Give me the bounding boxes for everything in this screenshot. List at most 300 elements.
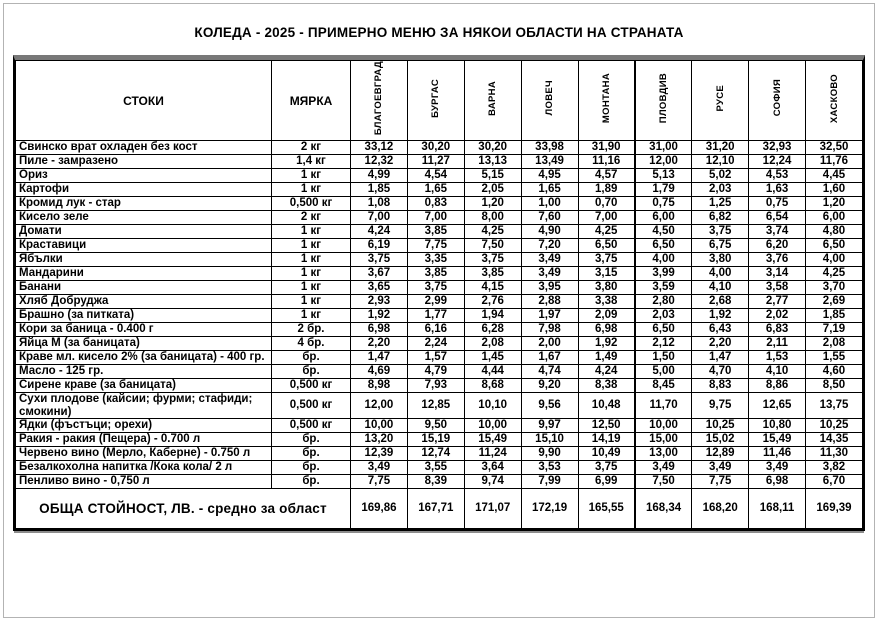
price-cell: 9,90	[521, 446, 578, 460]
price-cell: 3,75	[351, 253, 408, 267]
price-cell: 4,50	[635, 225, 692, 239]
price-cell: 3,85	[407, 267, 464, 281]
price-cell: 6,83	[749, 323, 806, 337]
column-header-city	[692, 61, 749, 141]
price-cell: 10,00	[464, 418, 521, 432]
price-cell: 1,85	[351, 183, 408, 197]
price-cell: 1,97	[521, 309, 578, 323]
table-row	[16, 323, 863, 337]
price-cell: 14,35	[806, 432, 863, 446]
price-cell: 33,98	[521, 141, 578, 155]
price-table-wrapper	[13, 55, 865, 531]
price-cell: 6,54	[749, 211, 806, 225]
unit-cell: 1 кг	[272, 225, 351, 239]
price-cell: 1,92	[351, 309, 408, 323]
price-cell: 4,15	[464, 281, 521, 295]
table-row	[16, 225, 863, 239]
price-cell: 2,09	[578, 309, 635, 323]
price-cell: 2,20	[692, 337, 749, 351]
price-cell: 8,45	[635, 379, 692, 393]
price-cell: 2,08	[806, 337, 863, 351]
price-cell: 3,59	[635, 281, 692, 295]
unit-cell: бр.	[272, 446, 351, 460]
price-cell: 7,60	[521, 211, 578, 225]
price-cell: 4,00	[635, 253, 692, 267]
price-cell: 11,70	[635, 393, 692, 419]
unit-cell: бр.	[272, 460, 351, 474]
column-header-city	[351, 61, 408, 141]
price-cell: 32,93	[749, 141, 806, 155]
price-cell: 1,92	[578, 337, 635, 351]
price-cell: 2,99	[407, 295, 464, 309]
price-cell: 5,15	[464, 169, 521, 183]
price-cell: 1,79	[635, 183, 692, 197]
price-cell: 12,39	[351, 446, 408, 460]
price-cell: 33,12	[351, 141, 408, 155]
price-cell: 1,85	[806, 309, 863, 323]
price-cell: 3,75	[578, 460, 635, 474]
price-cell: 11,76	[806, 155, 863, 169]
price-cell: 10,25	[692, 418, 749, 432]
city-label: ЛОВЕЧ	[544, 80, 556, 116]
price-cell: 13,20	[351, 432, 408, 446]
price-cell: 2,03	[635, 309, 692, 323]
price-cell: 8,86	[749, 379, 806, 393]
price-cell: 4,24	[351, 225, 408, 239]
price-cell: 12,50	[578, 418, 635, 432]
price-cell: 12,24	[749, 155, 806, 169]
price-cell: 2,77	[749, 295, 806, 309]
table-row	[16, 155, 863, 169]
price-cell: 6,82	[692, 211, 749, 225]
price-cell: 6,98	[578, 323, 635, 337]
price-cell: 12,00	[635, 155, 692, 169]
table-row	[16, 267, 863, 281]
price-cell: 7,00	[407, 211, 464, 225]
header-row	[16, 61, 863, 141]
price-cell: 3,49	[351, 460, 408, 474]
price-cell: 6,00	[635, 211, 692, 225]
total-cell: 168,34	[635, 488, 692, 528]
price-cell: 6,20	[749, 239, 806, 253]
price-cell: 0,83	[407, 197, 464, 211]
price-cell: 14,19	[578, 432, 635, 446]
city-label: РУСЕ	[714, 84, 726, 112]
price-cell: 9,20	[521, 379, 578, 393]
price-cell: 11,24	[464, 446, 521, 460]
price-cell: 3,15	[578, 267, 635, 281]
city-label: СОФИЯ	[771, 79, 783, 117]
price-cell: 6,00	[806, 211, 863, 225]
total-cell: 171,07	[464, 488, 521, 528]
price-cell: 9,56	[521, 393, 578, 419]
price-cell: 2,80	[635, 295, 692, 309]
price-cell: 7,19	[806, 323, 863, 337]
price-cell: 7,93	[407, 379, 464, 393]
price-cell: 4,24	[578, 365, 635, 379]
price-cell: 2,08	[464, 337, 521, 351]
price-cell: 7,00	[351, 211, 408, 225]
price-cell: 8,39	[407, 474, 464, 488]
price-cell: 4,44	[464, 365, 521, 379]
price-cell: 3,49	[749, 460, 806, 474]
price-cell: 2,05	[464, 183, 521, 197]
price-cell: 0,75	[749, 197, 806, 211]
item-cell: Масло - 125 гр.	[16, 365, 272, 379]
unit-cell: 4 бр.	[272, 337, 351, 351]
price-cell: 6,98	[351, 323, 408, 337]
total-label: ОБЩА СТОЙНОСТ, ЛВ. - средно за област	[16, 488, 351, 528]
unit-cell: бр.	[272, 365, 351, 379]
price-cell: 2,88	[521, 295, 578, 309]
price-cell: 2,03	[692, 183, 749, 197]
price-cell: 2,69	[806, 295, 863, 309]
price-cell: 3,58	[749, 281, 806, 295]
price-cell: 3,85	[407, 225, 464, 239]
price-cell: 30,20	[464, 141, 521, 155]
item-cell: Краве мл. кисело 2% (за баницата) - 400 гр.	[16, 351, 272, 365]
price-cell: 4,54	[407, 169, 464, 183]
unit-cell: бр.	[272, 474, 351, 488]
price-cell: 3,80	[578, 281, 635, 295]
price-cell: 4,69	[351, 365, 408, 379]
price-cell: 1,53	[749, 351, 806, 365]
unit-cell: 2 бр.	[272, 323, 351, 337]
price-cell: 4,80	[806, 225, 863, 239]
price-cell: 1,65	[407, 183, 464, 197]
table-row	[16, 474, 863, 488]
price-cell: 1,08	[351, 197, 408, 211]
column-header-city	[635, 61, 692, 141]
price-cell: 1,50	[635, 351, 692, 365]
total-row	[16, 488, 863, 528]
price-cell: 3,55	[407, 460, 464, 474]
item-cell: Сухи плодове (кайсии; фурми; стафиди; смокини)	[16, 393, 272, 419]
table-row	[16, 197, 863, 211]
price-cell: 12,85	[407, 393, 464, 419]
price-cell: 12,10	[692, 155, 749, 169]
column-header-city	[407, 61, 464, 141]
column-header-city	[749, 61, 806, 141]
price-cell: 4,25	[578, 225, 635, 239]
price-cell: 3,49	[635, 460, 692, 474]
unit-cell: 0,500 кг	[272, 197, 351, 211]
price-cell: 3,75	[578, 253, 635, 267]
price-cell: 7,98	[521, 323, 578, 337]
price-cell: 10,00	[351, 418, 408, 432]
unit-cell: 2 кг	[272, 141, 351, 155]
price-cell: 13,49	[521, 155, 578, 169]
price-cell: 12,00	[351, 393, 408, 419]
item-cell: Кори за баница - 0.400 г	[16, 323, 272, 337]
price-cell: 30,20	[407, 141, 464, 155]
price-cell: 31,20	[692, 141, 749, 155]
price-cell: 3,70	[806, 281, 863, 295]
total-cell: 168,20	[692, 488, 749, 528]
price-cell: 13,75	[806, 393, 863, 419]
price-cell: 1,20	[464, 197, 521, 211]
table-row	[16, 432, 863, 446]
price-cell: 10,00	[635, 418, 692, 432]
price-cell: 12,89	[692, 446, 749, 460]
item-cell: Картофи	[16, 183, 272, 197]
unit-cell: 0,500 кг	[272, 379, 351, 393]
price-cell: 9,97	[521, 418, 578, 432]
price-cell: 4,25	[806, 267, 863, 281]
price-cell: 11,30	[806, 446, 863, 460]
price-cell: 4,10	[749, 365, 806, 379]
price-cell: 1,57	[407, 351, 464, 365]
price-cell: 6,50	[806, 239, 863, 253]
price-cell: 2,68	[692, 295, 749, 309]
price-cell: 3,80	[692, 253, 749, 267]
price-cell: 3,75	[692, 225, 749, 239]
unit-cell: 1 кг	[272, 281, 351, 295]
item-cell: Безалкохолна напитка /Кока кола/ 2 л	[16, 460, 272, 474]
item-cell: Ракия - ракия (Пещера) - 0.700 л	[16, 432, 272, 446]
price-cell: 11,27	[407, 155, 464, 169]
item-cell: Пенливо вино - 0,750 л	[16, 474, 272, 488]
price-cell: 0,75	[635, 197, 692, 211]
price-cell: 2,00	[521, 337, 578, 351]
price-cell: 6,50	[635, 323, 692, 337]
unit-cell: 1 кг	[272, 295, 351, 309]
price-cell: 1,49	[578, 351, 635, 365]
price-cell: 7,75	[692, 474, 749, 488]
item-cell: Свинско врат охладен без кост	[16, 141, 272, 155]
price-cell: 4,79	[407, 365, 464, 379]
price-cell: 6,43	[692, 323, 749, 337]
price-cell: 6,98	[749, 474, 806, 488]
price-cell: 1,63	[749, 183, 806, 197]
item-cell: Пиле - замразено	[16, 155, 272, 169]
price-cell: 1,92	[692, 309, 749, 323]
price-cell: 1,25	[692, 197, 749, 211]
price-cell: 15,49	[749, 432, 806, 446]
price-cell: 8,50	[806, 379, 863, 393]
table-row	[16, 393, 863, 419]
price-cell: 2,93	[351, 295, 408, 309]
price-cell: 11,16	[578, 155, 635, 169]
price-cell: 12,32	[351, 155, 408, 169]
table-row	[16, 365, 863, 379]
price-cell: 31,00	[635, 141, 692, 155]
price-cell: 9,75	[692, 393, 749, 419]
table-row	[16, 418, 863, 432]
city-label: БЛАГОЕВГРАД	[373, 61, 385, 136]
price-cell: 3,35	[407, 253, 464, 267]
price-cell: 3,82	[806, 460, 863, 474]
document-page	[3, 3, 875, 618]
price-cell: 4,60	[806, 365, 863, 379]
price-cell: 3,75	[464, 253, 521, 267]
price-cell: 6,19	[351, 239, 408, 253]
price-cell: 2,76	[464, 295, 521, 309]
city-label: ВАРНА	[487, 80, 499, 116]
price-cell: 9,50	[407, 418, 464, 432]
price-cell: 10,49	[578, 446, 635, 460]
price-cell: 3,76	[749, 253, 806, 267]
price-cell: 6,50	[635, 239, 692, 253]
item-cell: Брашно (за питката)	[16, 309, 272, 323]
price-cell: 2,24	[407, 337, 464, 351]
price-cell: 8,98	[351, 379, 408, 393]
item-cell: Червено вино (Мерло, Каберне) - 0.750 л	[16, 446, 272, 460]
price-cell: 3,85	[464, 267, 521, 281]
price-cell: 7,20	[521, 239, 578, 253]
item-cell: Сирене краве (за баницата)	[16, 379, 272, 393]
price-cell: 3,95	[521, 281, 578, 295]
item-cell: Мандарини	[16, 267, 272, 281]
price-cell: 4,90	[521, 225, 578, 239]
table-row	[16, 337, 863, 351]
city-label: БУРГАС	[430, 78, 442, 118]
price-cell: 31,90	[578, 141, 635, 155]
price-cell: 13,00	[635, 446, 692, 460]
price-cell: 10,80	[749, 418, 806, 432]
price-cell: 6,99	[578, 474, 635, 488]
price-cell: 1,67	[521, 351, 578, 365]
unit-cell: 2 кг	[272, 211, 351, 225]
item-cell: Банани	[16, 281, 272, 295]
price-cell: 4,25	[464, 225, 521, 239]
column-header-city	[578, 61, 635, 141]
price-cell: 4,45	[806, 169, 863, 183]
price-cell: 1,60	[806, 183, 863, 197]
price-cell: 1,89	[578, 183, 635, 197]
total-cell: 169,86	[351, 488, 408, 528]
unit-cell: 1 кг	[272, 169, 351, 183]
item-cell: Кисело зеле	[16, 211, 272, 225]
price-cell: 3,75	[407, 281, 464, 295]
price-cell: 15,10	[521, 432, 578, 446]
price-cell: 3,14	[749, 267, 806, 281]
price-cell: 3,49	[521, 253, 578, 267]
price-cell: 7,50	[464, 239, 521, 253]
price-cell: 7,75	[351, 474, 408, 488]
price-cell: 6,75	[692, 239, 749, 253]
price-cell: 4,70	[692, 365, 749, 379]
price-cell: 12,74	[407, 446, 464, 460]
city-label: ХАСКОВО	[828, 73, 840, 123]
price-cell: 1,55	[806, 351, 863, 365]
column-header-city	[806, 61, 863, 141]
price-cell: 10,48	[578, 393, 635, 419]
price-cell: 1,47	[351, 351, 408, 365]
item-cell: Ядки (фъстъци; орехи)	[16, 418, 272, 432]
unit-cell: 0,500 кг	[272, 393, 351, 419]
table-row	[16, 446, 863, 460]
price-cell: 10,25	[806, 418, 863, 432]
price-cell: 1,20	[806, 197, 863, 211]
price-cell: 15,49	[464, 432, 521, 446]
price-cell: 0,70	[578, 197, 635, 211]
unit-cell: 1 кг	[272, 183, 351, 197]
table-row	[16, 239, 863, 253]
price-cell: 7,99	[521, 474, 578, 488]
price-cell: 5,13	[635, 169, 692, 183]
unit-cell: 1,4 кг	[272, 155, 351, 169]
unit-cell: бр.	[272, 351, 351, 365]
price-cell: 4,95	[521, 169, 578, 183]
price-cell: 1,94	[464, 309, 521, 323]
unit-cell: 1 кг	[272, 267, 351, 281]
price-cell: 15,19	[407, 432, 464, 446]
price-cell: 6,50	[578, 239, 635, 253]
price-cell: 2,12	[635, 337, 692, 351]
total-cell: 167,71	[407, 488, 464, 528]
price-cell: 6,70	[806, 474, 863, 488]
table-row	[16, 183, 863, 197]
price-cell: 3,65	[351, 281, 408, 295]
price-cell: 4,57	[578, 169, 635, 183]
price-cell: 4,53	[749, 169, 806, 183]
price-cell: 12,65	[749, 393, 806, 419]
price-cell: 1,47	[692, 351, 749, 365]
city-label: МОНТАНА	[600, 73, 612, 124]
unit-cell: 0,500 кг	[272, 418, 351, 432]
price-cell: 4,74	[521, 365, 578, 379]
total-cell: 169,39	[806, 488, 863, 528]
price-cell: 7,50	[635, 474, 692, 488]
total-cell: 165,55	[578, 488, 635, 528]
table-row	[16, 281, 863, 295]
column-header-city	[521, 61, 578, 141]
column-header-city	[464, 61, 521, 141]
price-cell: 3,67	[351, 267, 408, 281]
price-cell: 2,11	[749, 337, 806, 351]
item-cell: Ориз	[16, 169, 272, 183]
table-row	[16, 460, 863, 474]
table-row	[16, 169, 863, 183]
price-cell: 13,13	[464, 155, 521, 169]
price-cell: 8,38	[578, 379, 635, 393]
price-cell: 15,02	[692, 432, 749, 446]
price-cell: 1,65	[521, 183, 578, 197]
price-cell: 10,10	[464, 393, 521, 419]
price-cell: 9,74	[464, 474, 521, 488]
total-cell: 172,19	[521, 488, 578, 528]
city-label: ПЛОВДИВ	[658, 72, 670, 124]
price-cell: 6,16	[407, 323, 464, 337]
price-cell: 3,99	[635, 267, 692, 281]
price-cell: 3,53	[521, 460, 578, 474]
price-cell: 1,45	[464, 351, 521, 365]
price-cell: 4,00	[806, 253, 863, 267]
price-cell: 5,00	[635, 365, 692, 379]
table-row	[16, 253, 863, 267]
unit-cell: 1 кг	[272, 239, 351, 253]
price-cell: 1,77	[407, 309, 464, 323]
item-cell: Кромид лук - стар	[16, 197, 272, 211]
item-cell: Ябълки	[16, 253, 272, 267]
price-cell: 5,02	[692, 169, 749, 183]
price-cell: 2,02	[749, 309, 806, 323]
price-cell: 4,99	[351, 169, 408, 183]
price-cell: 32,50	[806, 141, 863, 155]
price-cell: 7,00	[578, 211, 635, 225]
table-row	[16, 309, 863, 323]
price-cell: 3,64	[464, 460, 521, 474]
item-cell: Домати	[16, 225, 272, 239]
price-cell: 8,00	[464, 211, 521, 225]
price-cell: 1,00	[521, 197, 578, 211]
price-cell: 11,46	[749, 446, 806, 460]
price-cell: 3,74	[749, 225, 806, 239]
unit-cell: 1 кг	[272, 253, 351, 267]
table-row	[16, 141, 863, 155]
price-cell: 15,00	[635, 432, 692, 446]
